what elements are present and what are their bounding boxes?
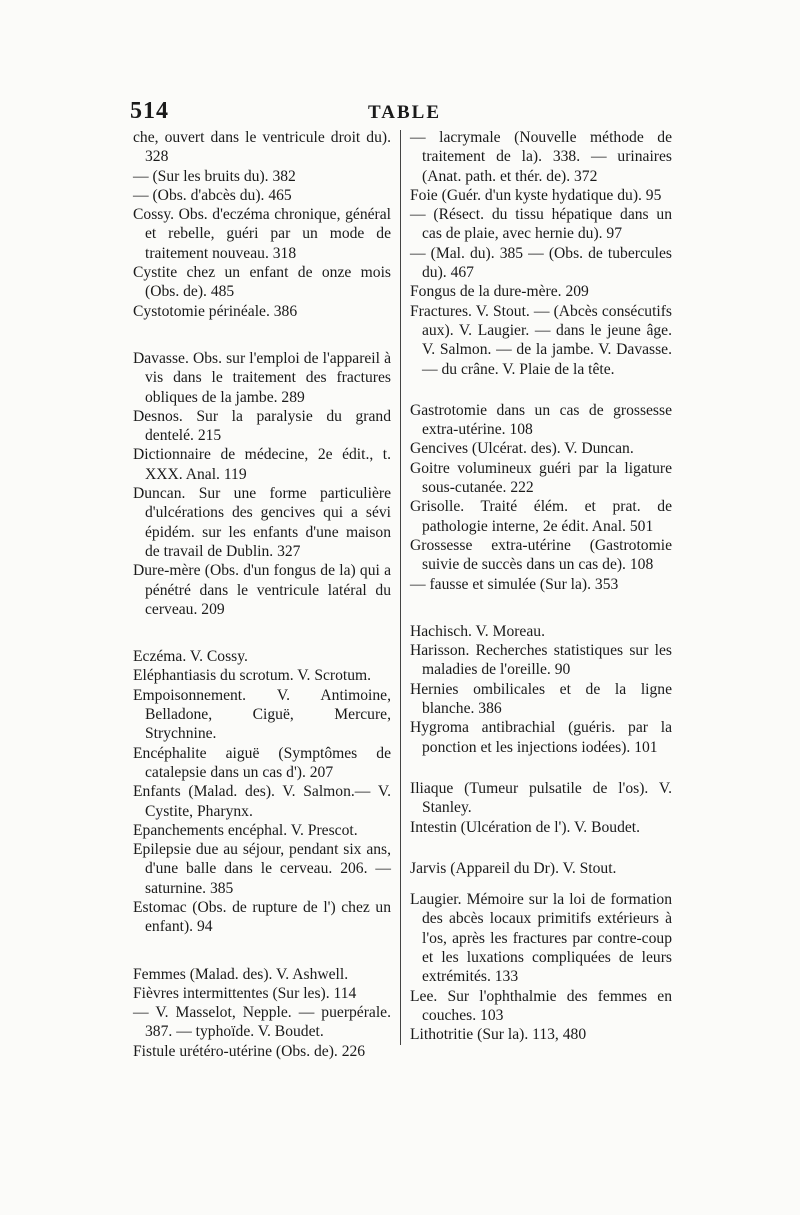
index-entry: Grisolle. Traité élém. et prat. de pathologie interne, 2e édit. Anal. 501 <box>410 498 672 535</box>
entry-gap <box>410 757 672 779</box>
index-entry: Hachisch. V. Moreau. <box>410 622 545 640</box>
entry-gap <box>410 379 672 401</box>
index-entry: Encéphalite aiguë (Symptômes de catalepsie dans un cas d'). 207 <box>133 744 391 781</box>
index-entry: Epanchements encéphal. V. Prescot. <box>133 821 358 839</box>
index-entry: che, ouvert dans le ventricule droit du). 328 <box>133 129 391 166</box>
index-entry: Intestin (Ulcération de l'). V. Boudet. <box>410 818 641 836</box>
index-entry: Iliaque (Tumeur pulsatile de l'os). V. Stanley. <box>410 779 672 817</box>
index-entry: Laugier. Mémoire sur la loi de formation des abcès locaux primitifs extérieurs à l'os, après les fractures par contre-coup et les luxations compliquées de leurs extrémités. 133 <box>410 891 672 986</box>
column-divider <box>400 130 401 1045</box>
index-entry: Fractures. V. Stout. — (Abcès consécutifs aux). V. Laugier. — dans le jeune âge. V. Salmon. — de la jambe. V. Davasse. — du crâne. V. Plaie de la tête. <box>410 302 672 378</box>
index-entry: Femmes (Malad. des). V. Ashwell. <box>133 965 349 983</box>
entry-gap <box>410 878 672 890</box>
index-entry: Cossy. Obs. d'eczéma chronique, général et rebelle, guéri par un mode de traitement nouveau. 318 <box>133 206 391 262</box>
index-entry: Grossesse extra-utérine (Gastrotomie suivie de succès dans un cas de). 108 <box>410 536 672 574</box>
index-entry: Dictionnaire de médecine, 2e édit., t. XXX. Anal. 119 <box>133 446 391 483</box>
index-column-right <box>410 128 672 1044</box>
index-entry: — V. Masselot, Nepple. — puerpérale. 387. — typhoïde. V. Boudet. <box>133 1004 391 1041</box>
index-entry: Eczéma. V. Cossy. <box>133 648 248 666</box>
index-entry: Fistule urétéro-utérine (Obs. de). 226 <box>133 1042 366 1060</box>
index-entry: — (Résect. du tissu hépatique dans un cas de plaie, avec hernie du). 97 <box>410 206 672 243</box>
index-entry: Duncan. Sur une forme particulière d'ulcérations des gencives qui a sévi épidém. sur les enfants d'une maison de travail de Dublin. 327 <box>133 485 391 560</box>
index-entry: Cystite chez un enfant de onze mois (Obs. de). 485 <box>133 264 391 301</box>
index-entry: Hernies ombilicales et de la ligne blanche. 386 <box>410 680 672 718</box>
index-entry: — lacrymale (Nouvelle méthode de traitement de la). 338. — urinaires (Anat. path. et thér. de). 372 <box>410 129 672 185</box>
index-entry: — fausse et simulée (Sur la). 353 <box>410 575 619 593</box>
index-entry: Lithotritie (Sur la). 113, 480 <box>410 1026 587 1044</box>
index-entry: Fièvres intermittentes (Sur les). 114 <box>133 984 357 1002</box>
entry-gap <box>410 594 672 622</box>
index-entry: Gastrotomie dans un cas de grossesse extra-utérine. 108 <box>410 401 672 439</box>
entry-gap <box>133 321 391 349</box>
index-entry: Desnos. Sur la paralysie du grand dentelé. 215 <box>133 407 391 445</box>
entry-gap <box>410 837 672 859</box>
index-entry: Gencives (Ulcérat. des). V. Duncan. <box>410 440 634 458</box>
page-number: 514 <box>130 98 169 124</box>
index-entry: Cystotomie périnéale. 386 <box>133 302 298 320</box>
index-entry: Eléphantiasis du scrotum. V. Scrotum. <box>133 667 372 685</box>
index-entry: Lee. Sur l'ophthalmie des femmes en couches. 103 <box>410 987 672 1024</box>
index-entry: Davasse. Obs. sur l'emploi de l'appareil à vis dans le traitement des fractures obliques de la jambe. 289 <box>133 349 391 406</box>
index-entry: Enfants (Malad. des). V. Salmon.— V. Cystite, Pharynx. <box>133 783 391 820</box>
index-entry: — (Sur les bruits du). 382 <box>133 167 296 185</box>
index-entry: Goitre volumineux guéri par la ligature sous-cutanée. 222 <box>410 459 672 497</box>
running-head: TABLE <box>368 102 442 123</box>
index-entry: Empoisonnement. V. Antimoine, Belladone, Ciguë, Mercure, Strychnine. <box>133 686 391 743</box>
index-entry: Hygroma antibrachial (guéris. par la ponction et les injections iodées). 101 <box>410 719 672 756</box>
entry-gap <box>133 937 391 965</box>
index-entry: Fongus de la dure-mère. 209 <box>410 283 589 301</box>
index-entry: Epilepsie due au séjour, pendant six ans, d'une balle dans le cerveau. 206. — saturnine. 385 <box>133 841 391 897</box>
index-entry: — (Obs. d'abcès du). 465 <box>133 186 292 204</box>
index-entry: Estomac (Obs. de rupture de l') chez un enfant). 94 <box>133 898 391 936</box>
index-entry: Harisson. Recherches statistiques sur les maladies de l'oreille. 90 <box>410 642 672 679</box>
index-entry: Jarvis (Appareil du Dr). V. Stout. <box>410 859 617 877</box>
entry-gap <box>133 619 391 647</box>
index-column-left <box>133 128 391 1061</box>
index-entry: — (Mal. du). 385 — (Obs. de tubercules du). 467 <box>410 244 672 282</box>
index-entry: Foie (Guér. d'un kyste hydatique du). 95 <box>410 186 662 204</box>
index-entry: Dure-mère (Obs. d'un fongus de la) qui a pénétré dans le ventricule latéral du cerveau. 209 <box>133 562 391 618</box>
